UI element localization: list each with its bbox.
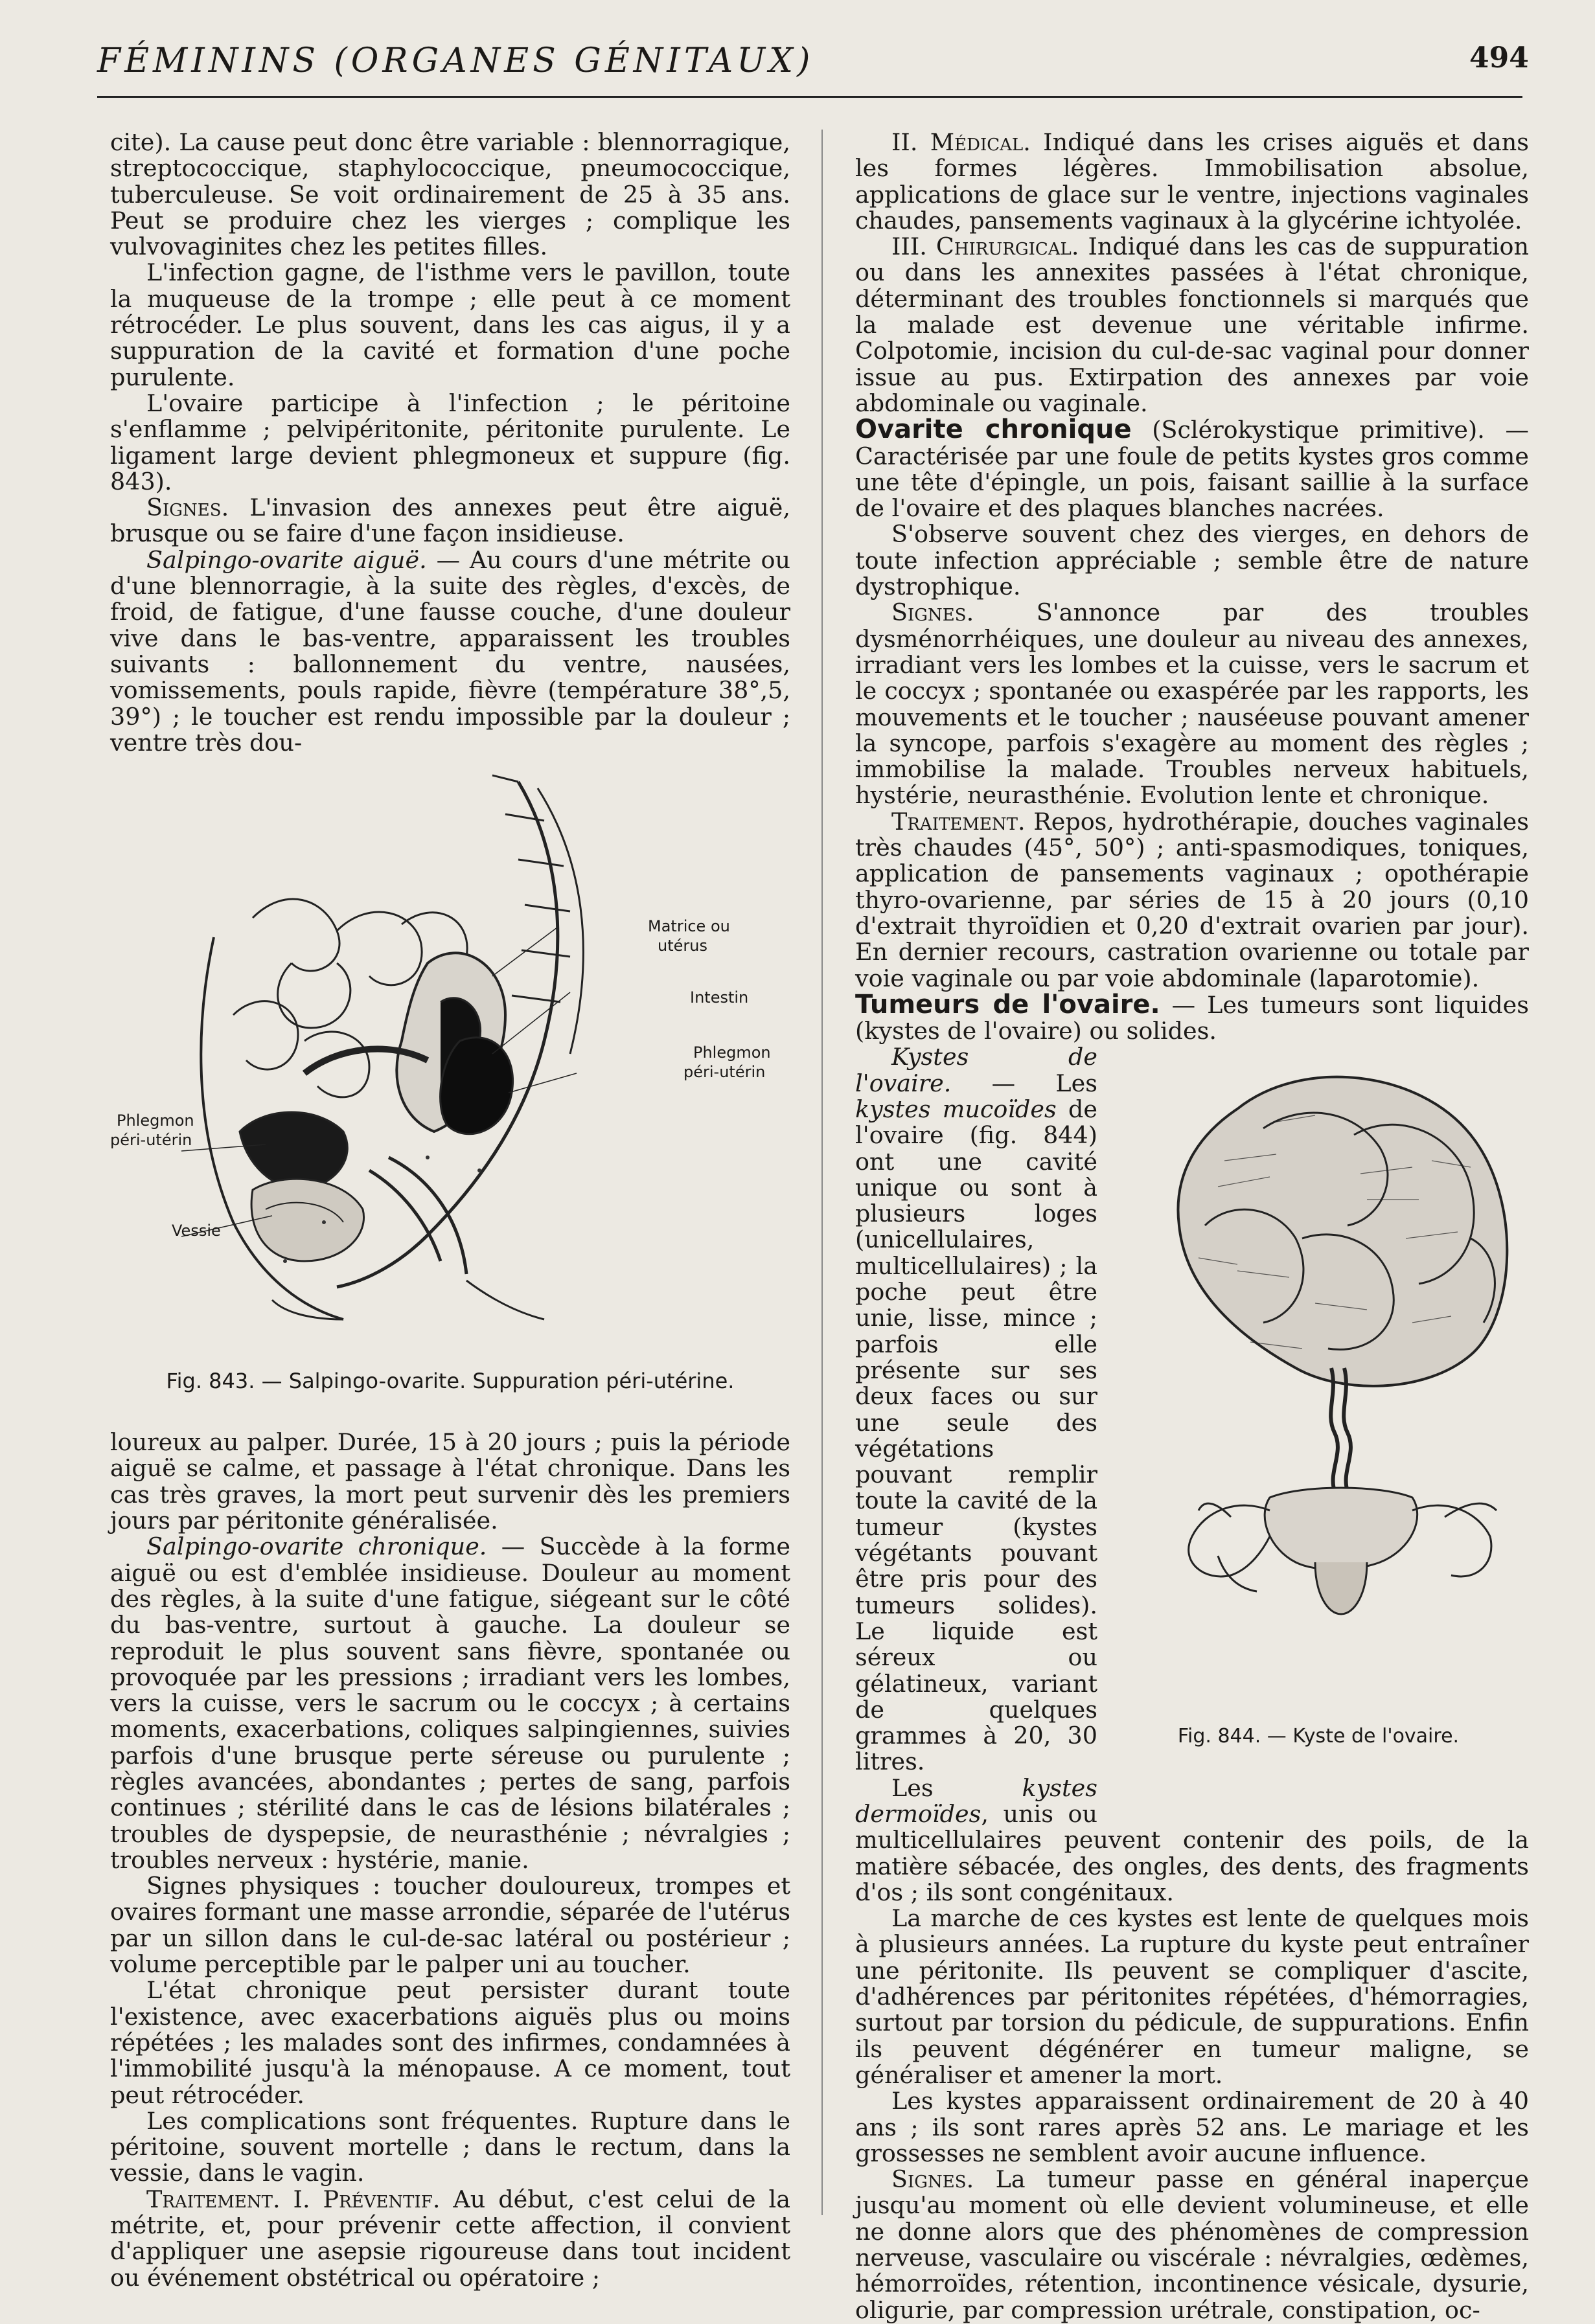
section-head: Signes.	[891, 2165, 974, 2194]
section-head: III. Chirurgical.	[891, 233, 1079, 261]
paragraph: Les kystes apparaissent ordinairement de 20 à 40 ans ; ils sont rares après 52 ans. Le mariage et les grossesses ne semblent avoir aucune influence.	[855, 2087, 1529, 2167]
kyste-ovaire-illustration	[1108, 1044, 1529, 1705]
paragraph: Traitement. Repos, hydrothérapie, douches vaginales très chaudes (45°, 50°) ; anti-spasmodiques, toniques, application de pansements vaginaux ; opothérapie thyro-ovarienne, par séries de 15 à 20 jours (0,10 d'extrait thyroïdien et 0,20 d'extrait ovarien par jour). En dernier recours, castration ovarienne ou totale par voie vaginale ou par voie abdominale (laparotomie).	[855, 807, 1529, 992]
paragraph: Les complications sont fréquentes. Rupture dans le péritoine, souvent mortelle ; dans le rectum, dans la vessie, dans le vagin.	[110, 2106, 790, 2187]
section-head: Salpingo-ovarite aiguë.	[146, 545, 427, 574]
paragraph: Ovarite chronique (Sclérokystique primitive). — Caractérisée par une foule de petits kystes gros comme une tête d'épingle, un pois, faisant saillie à la surface de l'ovaire et des plaques blanches nacrées.	[855, 415, 1529, 523]
running-head: FÉMININS (ORGANES GÉNITAUX)	[97, 41, 814, 80]
label-matrice: Matrice ou	[648, 917, 730, 936]
paragraph: loureux au palper. Durée, 15 à 20 jours ; puis la période aiguë se calme, et passage à l'état chronique. Dans les cas très graves, la mort peut survenir dès les premiers jours par péritonite généralisée.	[110, 1428, 790, 1535]
paragraph: II. Médical. Indiqué dans les crises aiguës et dans les formes légères. Immobilisation absolue, applications de glace sur le ventre, injections vaginales chaudes, pansements vaginaux à la glycérine ichtyolée.	[855, 128, 1529, 234]
paragraph: Salpingo-ovarite chronique. — Succède à la forme aiguë ou est d'emblée insidieuse. Douleur au moment des règles, à la suite d'une fatigue, siégeant sur le côté du bas-ventre, surtout à gauche. La douleur se reproduit le plus souvent sans fièvre, spontanée ou provoquée par les pressions ; irradiant vers les lombes, vers la cuisse, vers le sacrum ou le coccyx ; à certains moments, exacerbations, coliques salpingiennes, suivies parfois d'une brusque perte séreuse ou purulente ; règles avancées, abondantes ; pertes de sang, parfois continues ; stérilité dans le cas de lésions bilatérales ; troubles de dyspepsie, de neurasthénie ; névralgies ; troubles nerveux : hystérie, manie.	[110, 1532, 790, 1874]
header-rule	[97, 96, 1522, 98]
paragraph: Signes. La tumeur passe en général inaperçue jusqu'au moment où elle devient volumineuse, et elle ne donne alors que des phénomènes de compression nerveuse, vasculaire ou viscérale : névralgies, œdèmes, hémorroïdes, rétention, incontinence vésicale, dysurie, oligurie, par compression urétrale, constipation, oc-	[855, 2165, 1529, 2324]
subheading: Tumeurs de l'ovaire.	[855, 989, 1160, 1020]
paragraph: L'état chronique peut persister durant toute l'existence, avec exacerbations aiguës plus ou moins répétées ; les malades sont des infirmes, condamnées à l'immobilité jusqu'à la ménopause. A ce moment, tout peut rétrocéder.	[110, 1976, 790, 2109]
label-phlegmon-right: Phlegmon	[693, 1043, 771, 1062]
paragraph: Signes. L'invasion des annexes peut être aiguë, brusque ou se faire d'une façon insidieuse.	[110, 494, 790, 548]
paragraph: Signes physiques : toucher douloureux, trompes et ovaires formant une masse arrondie, séparée de l'utérus par un sillon dans le cul-de-sac latéral ou postérieur ; volume perceptible par le palper uni au toucher.	[110, 1872, 790, 1979]
figure-843-caption: Fig. 843. — Salpingo-ovarite. Suppuration péri-utérine.	[166, 1369, 735, 1394]
paragraph: Tumeurs de l'ovaire. — Les tumeurs sont liquides (kystes de l'ovaire) ou solides.	[855, 989, 1529, 1045]
paragraph: S'observe souvent chez des vierges, en dehors de toute infection appréciable ; semble être de nature dystrophique.	[855, 520, 1529, 601]
figure-843	[110, 769, 790, 1417]
right-column	[855, 130, 1529, 2323]
subheading: Ovarite chronique	[855, 415, 1132, 445]
section-head: Signes.	[146, 494, 229, 522]
label-vessie: Vessie	[172, 1222, 221, 1240]
left-column	[110, 130, 790, 2291]
paragraph: cite). La cause peut donc être variable : blennorragique, streptococcique, staphylococcique, pneumococcique, tuberculeuse. Se voit ordinairement de 25 à 35 ans. Peut se produire chez les vierges ; complique les vulvovaginites chez les petites filles.	[110, 128, 790, 261]
label-peri-uterin-left: péri-utérin	[110, 1131, 192, 1150]
salpingo-ovarite-illustration	[155, 769, 739, 1345]
label-uterus: utérus	[658, 937, 707, 955]
figure-844	[1108, 1044, 1529, 1808]
paragraph: Kystes de l'ovaire. — Les kystes mucoïdes de l'ovaire (fig. 844) ont une cavité unique ou sont à plusieurs loges (unicellulaires, multicellulaires) ; la poche peut être unie, lisse, mince ; parfois elle présente sur ses deux faces ou sur une seule des végétations pouvant remplir toute la cavité de la tumeur (kystes végétants pouvant être pris pour des tumeurs solides). Le liquide est séreux ou gélatineux, variant de quelques grammes à 20, 30 litres.	[855, 1043, 1097, 1776]
paragraph: Les kystes dermoïdes, unis ou multicellulaires peuvent contenir des poils, de la matière sébacée, des ongles, des dents, des fragments d'os ; ils sont congénitaux.	[855, 1773, 1529, 1906]
label-phlegmon-left: Phlegmon	[117, 1111, 194, 1130]
section-head: II. Médical.	[891, 128, 1031, 156]
section-head: Signes.	[891, 598, 974, 627]
section-head: Traitement. I. Préventif.	[146, 2185, 441, 2213]
figure-844-caption: Fig. 844. — Kyste de l'ovaire.	[1177, 1724, 1460, 1748]
section-head: Traitement.	[891, 807, 1026, 836]
section-head: Kystes de l'ovaire.	[855, 1043, 1097, 1097]
paragraph: Salpingo-ovarite aiguë. — Au cours d'une métrite ou d'une blennorragie, à la suite des règles, d'excès, de froid, de fatigue, d'une fausse couche, d'une douleur vive dans le bas-ventre, apparaissent les troubles suivants : ballonnement du ventre, nausées, vomissements, pouls rapide, fièvre (température 38°,5, 39°) ; le toucher est rendu impossible par la douleur ; ventre très dou-	[110, 545, 790, 757]
paragraph: Traitement. I. Préventif. Au début, c'est celui de la métrite, et, pour prévenir cette affection, il convient d'appliquer une asepsie rigoureuse dans tout incident ou événement obstétrical ou opératoire ;	[110, 2185, 790, 2292]
paragraph: La marche de ces kystes est lente de quelques mois à plusieurs années. La rupture du kyste peut entraîner une péritonite. Ils peuvent se compliquer d'ascite, d'adhérences par péritonites répétées, d'hémorragies, surtout par torsion du pédicule, de suppurations. Enfin ils peuvent dégénérer en tumeur maligne, se généraliser et amener la mort.	[855, 1904, 1529, 2089]
paragraph: L'ovaire participe à l'infection ; le péritoine s'enflamme ; pelvipéritonite, péritonite purulente. Le ligament large devient phlegmoneux et suppure (fig. 843).	[110, 389, 790, 496]
paragraph: III. Chirurgical. Indiqué dans les cas de suppuration ou dans les annexites passées à l'état chronique, déterminant des troubles fonctionnels si marqués que la malade est devenue une véritable infirme. Colpotomie, incision du cul-de-sac vaginal pour donner issue au pus. Extirpation des annexes par voie abdominale ou vaginale.	[855, 233, 1529, 417]
label-peri-uterin-right: péri-utérin	[683, 1063, 766, 1082]
label-intestin: Intestin	[690, 988, 749, 1007]
column-divider	[821, 130, 823, 2215]
section-head: Salpingo-ovarite chronique.	[146, 1532, 487, 1561]
page-number: 494	[1469, 41, 1529, 74]
paragraph: L'infection gagne, de l'isthme vers le pavillon, toute la muqueuse de la trompe ; elle peut à ce moment rétrocéder. Le plus souvent, dans les cas aigus, il y a suppuration de la cavité et formation d'une poche purulente.	[110, 258, 790, 391]
paragraph: Signes. S'annonce par des troubles dysménorrhéiques, une douleur au niveau des annexes, irradiant vers les lombes et la cuisse, vers le sacrum et le coccyx ; spontanée ou exaspérée par les rapports, les mouvements et le toucher ; nauséeuse pouvant amener la syncope, parfois s'exagère au moment des règles ; immobilise la malade. Troubles nerveux habituels, hystérie, neurasthénie. Evolution lente et chronique.	[855, 598, 1529, 810]
